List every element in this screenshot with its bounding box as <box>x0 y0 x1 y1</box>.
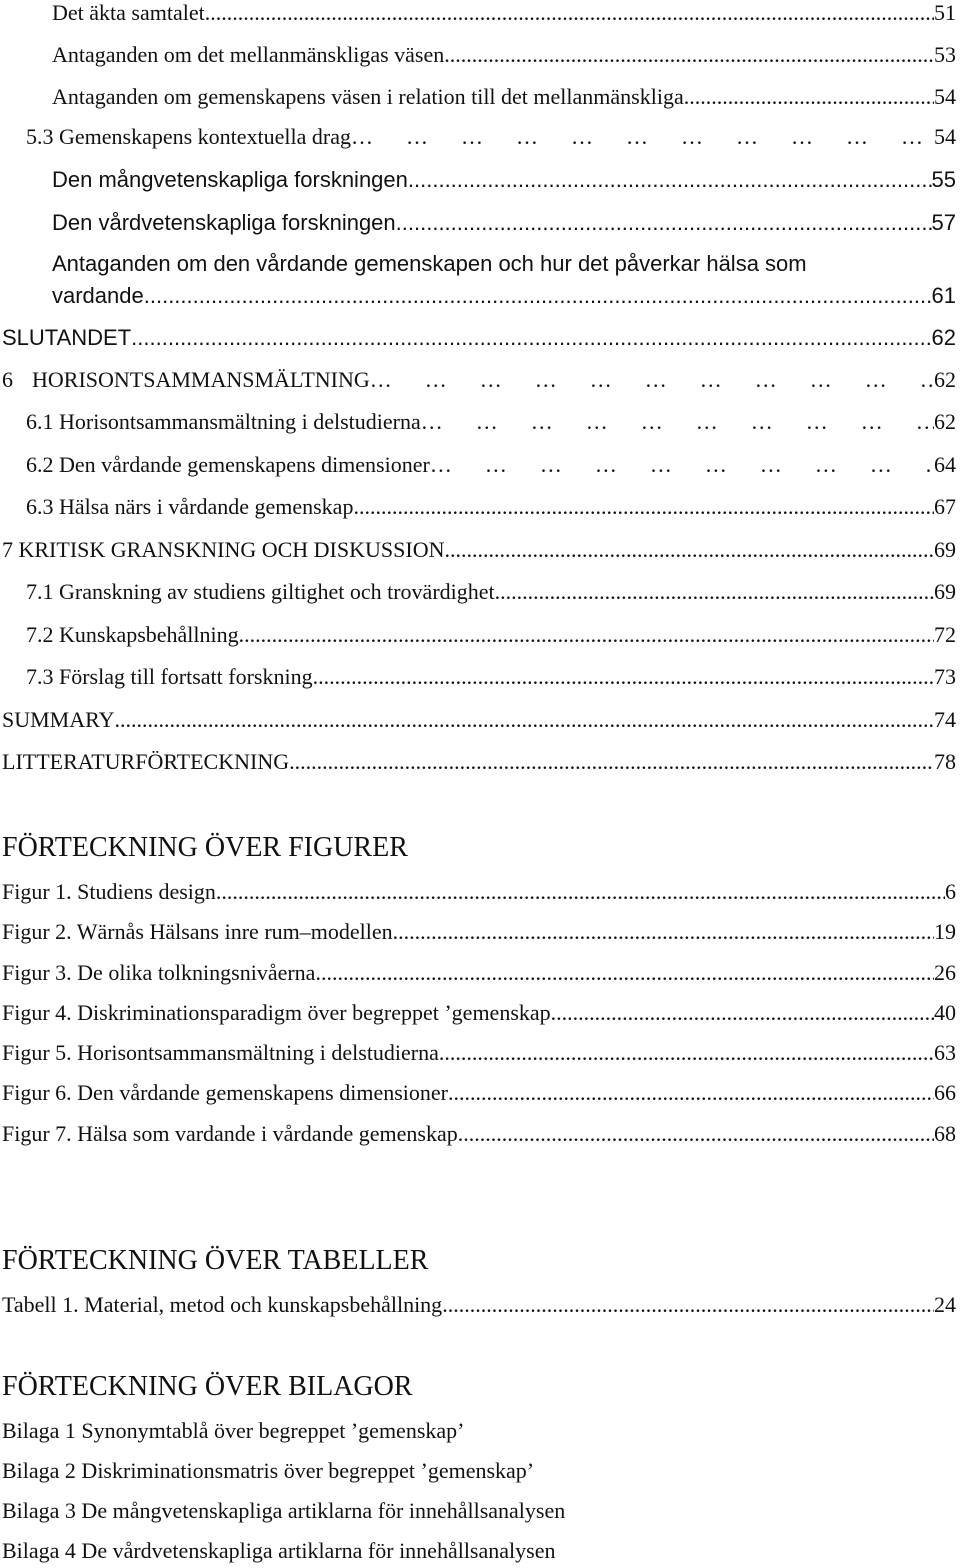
figure-entry-page: 66 <box>934 1080 956 1105</box>
dot-leader <box>131 322 931 354</box>
toc-entry-text: Antaganden om gemenskapens väsen i relation till det mellanmänskliga <box>52 84 684 109</box>
toc-entry-text: HORISONTSAMMANSMÄLTNING <box>32 367 370 392</box>
dot-leader <box>444 534 934 566</box>
toc-entry-page: 54 <box>934 84 956 109</box>
appendix-entry: Bilaga 3 De mångvetenskapliga artiklarna för innehållsanalysen <box>2 1498 566 1523</box>
dot-leader <box>205 0 934 29</box>
toc-entry-page: 64 <box>934 452 956 477</box>
figure-entry[interactable] <box>0 1037 960 1069</box>
toc-entry-page: 51 <box>934 0 956 25</box>
tables-heading: FÖRTECKNING ÖVER TABELLER <box>2 1245 429 1276</box>
toc-entry-page: 69 <box>934 579 956 604</box>
toc-entry-text: 6.2 Den vårdande gemenskapens dimensioner <box>26 452 430 477</box>
appendix-entry: Bilaga 4 De vårdvetenskapliga artiklarna för innehållsanalysen <box>2 1538 556 1563</box>
toc-entry-page: 57 <box>931 210 956 235</box>
toc-entry-page: 62 <box>934 409 956 434</box>
dot-leader <box>684 81 934 113</box>
toc-entry-text: Antaganden om den vårdande gemenskapen och hur det påverkar hälsa som <box>52 251 807 276</box>
toc-entry[interactable] <box>0 449 960 481</box>
figure-entry[interactable] <box>0 916 960 948</box>
dot-leader <box>315 957 934 989</box>
toc-entry[interactable] <box>0 534 960 566</box>
figure-entry-page: 63 <box>934 1040 956 1065</box>
toc-entry-page: 78 <box>934 749 956 774</box>
toc-entry-page: 62 <box>934 367 956 392</box>
dot-leader <box>114 704 934 736</box>
dot-leader <box>551 997 934 1029</box>
appendices-heading: FÖRTECKNING ÖVER BILAGOR <box>2 1371 413 1402</box>
figure-entry[interactable] <box>0 997 960 1029</box>
toc-entry-page: 67 <box>934 494 956 519</box>
figure-entry[interactable] <box>0 876 960 908</box>
toc-entry-page: 61 <box>931 283 956 308</box>
figures-heading: FÖRTECKNING ÖVER FIGURER <box>2 832 408 863</box>
dot-leader <box>239 619 934 651</box>
figure-entry-page: 26 <box>934 960 956 985</box>
toc-entry[interactable] <box>0 661 960 693</box>
toc-entry[interactable] <box>0 164 960 196</box>
toc-entry-page: 53 <box>934 42 956 67</box>
toc-entry-text: 7 KRITISK GRANSKNING OCH DISKUSSION <box>2 537 445 562</box>
dot-leader <box>458 1118 934 1150</box>
appendix-entry: Bilaga 2 Diskriminationsmatris över begreppet ’gemenskap’ <box>2 1458 535 1483</box>
ellipsis-leader <box>421 406 934 438</box>
toc-entry[interactable] <box>0 0 960 29</box>
toc-entry[interactable] <box>0 248 960 312</box>
toc-entry[interactable] <box>0 121 960 153</box>
dot-leader <box>442 1289 934 1321</box>
toc-entry-text: SLUTANDET <box>2 325 132 350</box>
figure-entry-page: 19 <box>934 919 956 944</box>
ellipsis-leader <box>430 449 934 481</box>
toc-entry[interactable] <box>0 746 960 778</box>
table-entry-text: Tabell 1. Material, metod och kunskapsbehållning <box>2 1292 443 1317</box>
dot-leader <box>393 916 934 948</box>
toc-entry-text: 6.3 Hälsa närs i vårdande gemenskap <box>26 494 354 519</box>
dot-leader <box>289 746 934 778</box>
dot-leader <box>444 39 934 71</box>
toc-entry[interactable] <box>0 322 960 354</box>
toc-entry-text: 5.3 Gemenskapens kontextuella drag <box>26 124 352 149</box>
toc-entry-text: Den mångvetenskapliga forskningen <box>52 167 408 192</box>
toc-entry[interactable] <box>0 619 960 651</box>
toc-entry-text: SUMMARY <box>2 707 115 732</box>
figure-entry-page: 68 <box>934 1121 956 1146</box>
chapter-number: 6 <box>2 367 13 392</box>
toc-entry-text: 7.2 Kunskapsbehållning <box>26 622 239 647</box>
table-entry-page: 24 <box>934 1292 956 1317</box>
figure-entry[interactable] <box>0 1077 960 1109</box>
figure-entry-page: 6 <box>945 879 956 904</box>
appendix-entry: Bilaga 1 Synonymtablå över begreppet ’gemenskap’ <box>2 1418 465 1443</box>
toc-entry-text: LITTERATURFÖRTECKNING <box>2 749 290 774</box>
dot-leader <box>216 876 945 908</box>
toc-entry-page: 62 <box>931 325 956 350</box>
toc-entry[interactable] <box>0 491 960 523</box>
toc-entry-page: 55 <box>931 167 956 192</box>
toc-entry-page: 54 <box>934 124 956 149</box>
figure-entry[interactable] <box>0 957 960 989</box>
toc-entry-text: Antaganden om det mellanmänskligas väsen <box>52 42 445 67</box>
toc-entry[interactable] <box>0 364 960 396</box>
toc-entry-text: 7.1 Granskning av studiens giltighet och trovärdighet <box>26 579 495 604</box>
dot-leader <box>353 491 934 523</box>
toc-entry[interactable] <box>0 39 960 71</box>
figure-entry-text: Figur 1. Studiens design <box>2 879 216 904</box>
dot-leader <box>396 207 932 239</box>
figure-entry[interactable] <box>0 1118 960 1150</box>
toc-entry-text: Det äkta samtalet <box>52 0 205 25</box>
ellipsis-leader <box>370 364 934 396</box>
toc-entry-page: 72 <box>934 622 956 647</box>
toc-entry-text: 6.1 Horisontsammansmältning i delstudierna <box>26 409 421 434</box>
toc-entry-text: 7.3 Förslag till fortsatt forskning <box>26 664 313 689</box>
toc-entry[interactable] <box>0 406 960 438</box>
toc-entry-page: 69 <box>934 537 956 562</box>
table-entry[interactable] <box>0 1289 960 1321</box>
dot-leader <box>448 1077 934 1109</box>
figure-entry-text: Figur 5. Horisontsammansmältning i delstudierna <box>2 1040 439 1065</box>
dot-leader <box>313 661 934 693</box>
figure-entry-text: Figur 3. De olika tolkningsnivåerna <box>2 960 316 985</box>
toc-entry[interactable] <box>0 81 960 113</box>
toc-entry[interactable] <box>0 704 960 736</box>
dot-leader <box>408 164 932 196</box>
toc-entry[interactable] <box>0 576 960 608</box>
figure-entry-text: Figur 2. Wärnås Hälsans inre rum–modellen <box>2 919 393 944</box>
dot-leader <box>439 1037 934 1069</box>
toc-entry[interactable] <box>0 207 960 239</box>
figure-entry-page: 40 <box>934 1000 956 1025</box>
figure-entry-text: Figur 7. Hälsa som vardande i vårdande gemenskap <box>2 1121 458 1146</box>
toc-entry-page: 73 <box>934 664 956 689</box>
ellipsis-leader <box>351 121 934 153</box>
toc-entry-text-continued: vardande <box>52 283 144 308</box>
dot-leader <box>495 576 934 608</box>
figure-entry-text: Figur 4. Diskriminationsparadigm över begreppet ’gemenskap <box>2 1000 551 1025</box>
toc-entry-page: 74 <box>934 707 956 732</box>
figure-entry-text: Figur 6. Den vårdande gemenskapens dimensioner <box>2 1080 448 1105</box>
dot-leader <box>144 280 932 312</box>
toc-entry-text: Den vårdvetenskapliga forskningen <box>52 210 396 235</box>
